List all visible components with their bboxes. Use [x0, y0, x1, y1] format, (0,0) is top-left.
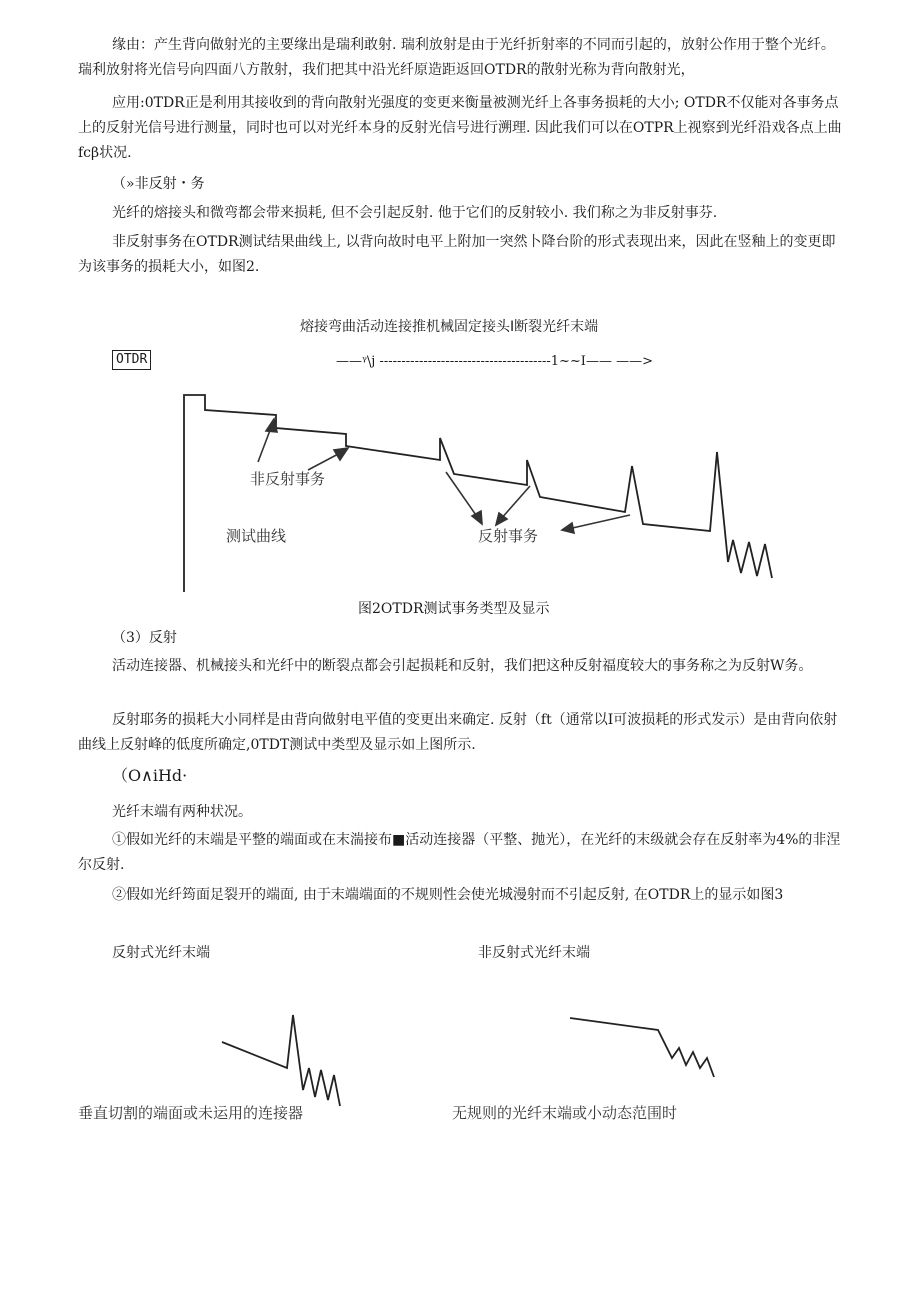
figure2-caption: 图2OTDR测试事务类型及显示 — [358, 601, 550, 617]
paragraph-cause: 缘由：产生背向做射光的主要缘出是瑞利敢射. 瑞利放射是由于光纤折射率的不同而引起的，放射公作用于整个光纤。瑞利放射将光信号向四面八方散射，我们把其中沿光纤原造距返回OTDR的散射光称为背向散射光， — [78, 37, 835, 78]
paragraph-non-reflective-1: 光纤的熔接头和微弯都会带来损耗, 但不会引起反射. 他于它们的反射较小. 我们称之为非反射事芬. — [112, 205, 718, 221]
label-reflective-events: 反射事务 — [478, 527, 539, 545]
label-non-reflective-events: 非反射事务 — [250, 470, 326, 488]
paragraph-fiber-end-intro: 光纤末端有两种状况。 — [112, 804, 252, 820]
figure2-header: 熔接弯曲活动连接推机械固定接头I断裂光纤末端 — [300, 319, 599, 335]
heading-reflective: （3）反射 — [112, 630, 177, 646]
figure3-right-title: 非反射式光纤末端 — [478, 945, 590, 961]
label-test-curve: 测试曲线 — [226, 527, 287, 545]
paragraph-reflective-1: 活动连接器、机械接头和光纤中的断裂点都会引起损耗和反射，我们把这种反射福度较大的事务称之为反射W务。 — [112, 658, 813, 674]
heading-non-reflective: （»非反射・务 — [112, 176, 205, 192]
paragraph-fiber-end-1: ①假如光纤的末端是平整的端面或在末湍接布■活动连接器（平整、抛光），在光纤的末级就会存在反射率为4%的非涅尔反射. — [78, 832, 841, 873]
paragraph-application: 应用:0TDR正是利用其接收到的背向散射光强度的变更来衡量被测光纤上各事务损耗的大小; OTDR不仅能对各事务点上的反射光信号进行测量，同时也可以对光纤本身的反射光信号进行溯理. 因此我们可以在OTPR上视察到光纤沿戏各点上曲fcβ状况. — [78, 95, 842, 161]
paragraph-fiber-end-2: ②假如光纤筠面足裂开的端面, 由于末端端面的不规则性会使光城漫射而不引起反射, 在OTDR上的显示如图3 — [112, 887, 784, 903]
paragraph-reflective-2: 反射耶务的损耗大小同样是由背向做射电平值的变更出来确定. 反射（ft（通常以I可波损耗的形式发示）是由背向依射曲线上反射峰的低度所确定,0TDT测试中类型及显示如上图所示. — [78, 712, 838, 753]
figure3-left-title: 反射式光纤末端 — [112, 945, 210, 961]
reflective-end-trace — [222, 1015, 340, 1106]
otdr-box: OTDR — [112, 350, 151, 370]
non-reflective-end-trace — [570, 1018, 714, 1077]
figure2-event-arrow: ——ᵞ\j ---------------------------------------1~~I—— ——> — [336, 354, 653, 369]
paragraph-non-reflective-2: 非反射事务在OTDR测试结果曲线上, 以背向故时电平上附加一突然卜降台阶的形式表现出来，因此在竖釉上的变更即为该事务的损耗大小，如图2. — [78, 234, 836, 275]
figure3-right-caption: 无规则的光纤末端或小动态范围时 — [452, 1104, 678, 1122]
figure3-left-caption: 垂直切割的端面或未运用的连接器 — [78, 1104, 304, 1122]
heading-fiber-end: （O∧iHd· — [112, 766, 188, 785]
